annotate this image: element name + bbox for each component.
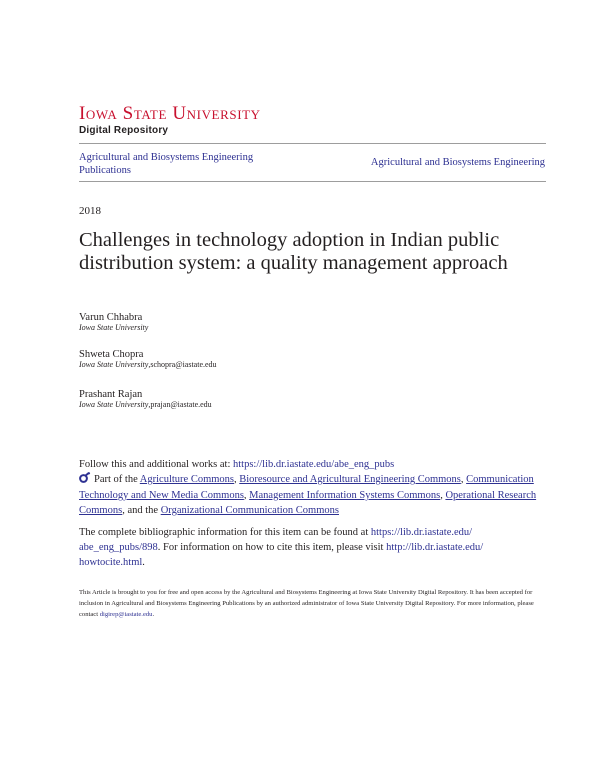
collections-divider: [79, 181, 546, 182]
commons-link[interactable]: Agriculture Commons: [139, 474, 234, 485]
series-link-container: [79, 151, 289, 177]
contact-email[interactable]: digirep@iastate.edu: [99, 611, 153, 618]
access-notice: This Article is brought to you for free and open access by the Agricultural and Biosystems Engineering at Iowa State University Digital Repository. It has been accepted for inclusion in Agricultural and Biosystems Engineering Publications by an authorized administrator of Iowa State University Digital Repository. For more information, please contact digirep@iastate.edu.: [79, 589, 534, 618]
top-divider: [79, 143, 546, 144]
commons-link[interactable]: Bioresource and Agricultural Engineering Commons: [239, 474, 461, 485]
author-block: [79, 312, 148, 332]
commons-link[interactable]: Organizational Communication Commons: [160, 505, 339, 516]
series-link[interactable]: Agricultural and Biosystems Engineering Publications: [79, 152, 254, 176]
author-block: [79, 349, 217, 369]
item-url[interactable]: https://lib.dr.iastate.edu/ abe_eng_pubs/898: [79, 527, 473, 553]
department-link[interactable]: Agricultural and Biosystems Engineering: [370, 157, 545, 168]
publication-year: 2018: [79, 205, 101, 217]
author-block: [79, 389, 212, 409]
follow-url[interactable]: https://lib.dr.iastate.edu/abe_eng_pubs: [233, 459, 395, 470]
author-name: Shweta Chopra: [79, 349, 144, 360]
follow-line: Follow this and additional works at: https://lib.dr.iastate.edu/abe_eng_pubs: [79, 459, 395, 470]
department-link-container: [340, 157, 545, 168]
citation-block: The complete bibliographic information for this item can be found at https://lib.dr.iastate.edu/ abe_eng_pubs/898. For information on how to cite this item, please visit http://lib.dr.iastate.edu/ howtocite.html.: [79, 527, 484, 568]
university-logo: Iowa State University: [79, 103, 261, 124]
author-email[interactable]: prajan@iastate.edu: [150, 400, 212, 409]
part-of-block: Part of the Agriculture Commons, Bioresource and Agricultural Engineering Commons, Communication Technology and New Media Commons, Management Information Systems Commons, Operational Research Commons, and the Organizational Communication Commons: [79, 474, 537, 516]
commons-link[interactable]: Operational Research Commons: [79, 490, 537, 516]
author-affiliation: Iowa State University: [79, 323, 149, 332]
author-affiliation: Iowa State University,schopra@iastate.edu: [79, 360, 217, 369]
author-affiliation: Iowa State University,prajan@iastate.edu: [79, 400, 212, 409]
author-email[interactable]: schopra@iastate.edu: [150, 360, 217, 369]
commons-link[interactable]: Communication Technology and New Media Commons: [79, 474, 534, 501]
repository-name: Digital Repository: [79, 125, 169, 136]
author-name: Varun Chhabra: [79, 312, 143, 323]
commons-link[interactable]: Management Information Systems Commons: [249, 490, 441, 501]
open-access-icon: [79, 472, 91, 488]
paper-title: Challenges in technology adoption in Indian public distribution system: a quality management approach: [79, 229, 508, 274]
howtocite-url[interactable]: http://lib.dr.iastate.edu/ howtocite.html: [79, 542, 484, 568]
author-name: Prashant Rajan: [79, 389, 143, 400]
